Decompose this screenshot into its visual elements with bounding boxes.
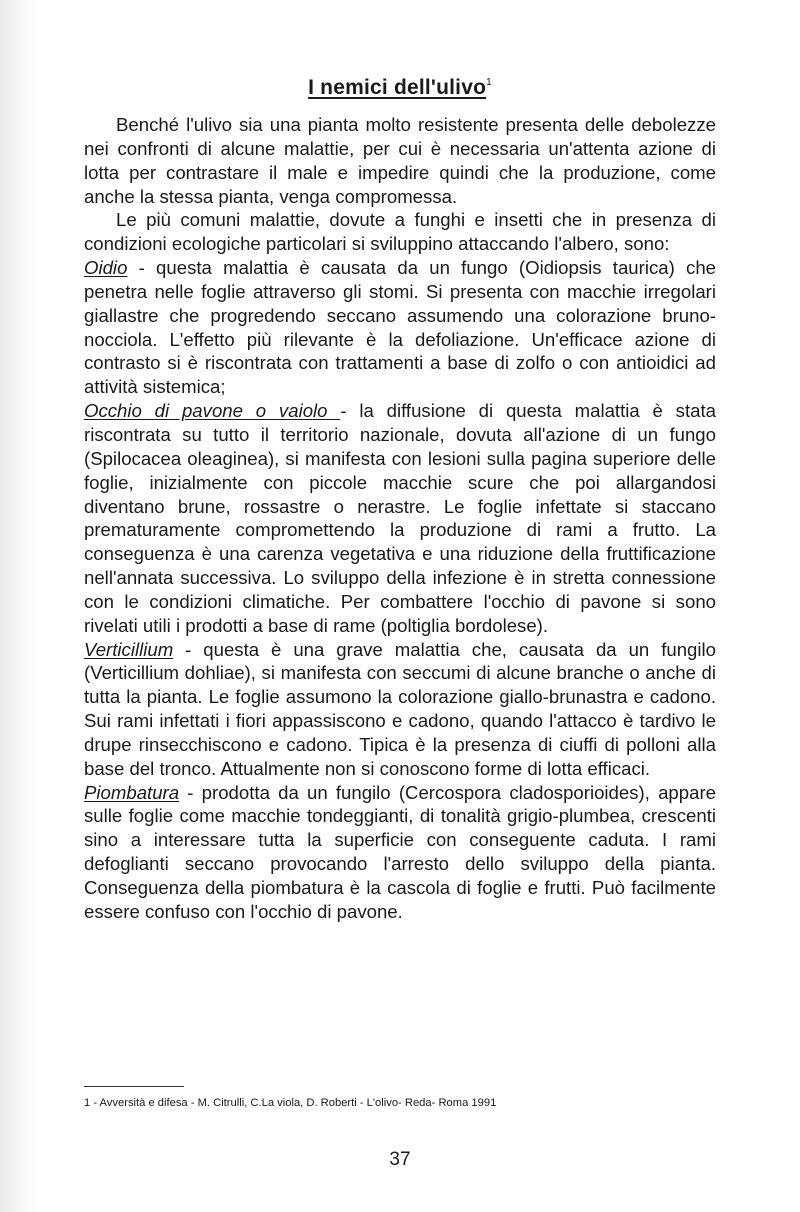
disease-description: - questa malattia è causata da un fungo (Oidiopsis taurica) che penetra nelle foglie attraverso gli stomi. Si presenta con macchie irregolari giallastre che progredendo seccano assumendo una colorazione bruno-nocciola. L'effetto più rilevante è la defoliazione. Un'efficace azione di contrasto si è riscontrata con trattamenti a base di zolfo o con antioidici ad attività sistemica; [84, 257, 716, 398]
footnote-divider [84, 1086, 184, 1087]
disease-description: - la diffusione di questa malattia è stata riscontrata su tutto il territorio nazionale, dovuta all'azione di un fungo (Spilocacea oleaginea), si manifesta con lesioni sulla pagina superiore delle foglie, inizialmente con piccole macchie scure che poi allargandosi diventano brune, rossastre o nerastre. Le foglie infettate si staccano prematuramente compromettendo la produzione di rami a frutto. La conseguenza è una carenza vegetativa e una riduzione della fruttificazione nell'annata successiva. Lo sviluppo della infezione è in stretta connessione con le condizioni climatiche. Per combattere l'occhio di pavone si sono rivelati utili i prodotti a base di rame (poltiglia bordolese). [84, 400, 716, 636]
page-number: 37 [389, 1149, 411, 1170]
diseases-intro-paragraph [84, 208, 716, 256]
paragraph-text: Benché l'ulivo sia una pianta molto resistente presenta delle debolezze nei confronti di alcune malattie, per cui è necessaria un'attenta azione di lotta per contrastare il male e impedire quindi che la produzione, come anche la stessa pianta, venga compromessa. [84, 114, 716, 207]
page-title [0, 76, 800, 100]
paragraph-text: Le più comuni malattie, dovute a funghi e insetti che in presenza di condizioni ecologiche particolari si sviluppino attaccando l'albero, sono: [84, 209, 716, 255]
footnote: 1 - Avversità e difesa - M. Citrulli, C.La viola, D. Roberti - L'olivo- Reda- Roma 1991 [84, 1097, 497, 1109]
disease-description: - questa è una grave malattia che, causata da un fungilo (Verticillium dohliae), si manifesta con seccumi di alcune branche o anche di tutta la pianta. Le foglie assumono la colorazione giallo-brunastra e cadono. Sui rami infettati i fiori appassiscono e cadono, quando l'attacco è tardivo le drupe rinsecchiscono e cadono. Tipica è la presenza di ciuffi di polloni alla base del tronco. Attualmente non si conoscono forme di lotta efficaci. [84, 638, 716, 779]
disease-entry-oidio [84, 256, 716, 399]
disease-entry-verticillium [84, 638, 716, 781]
disease-term: Verticillium [84, 638, 174, 660]
disease-description: - prodotta da un fungilo (Cercospora cladosporioides), appare sulle foglie come macchie tondeggianti, di tonalità grigio-plumbea, crescenti sino a interessare tutta la superficie con conseguente caduta. I rami defoglianti seccano provocando l'arresto dello sviluppo della pianta. Conseguenza della piombatura è la cascola di foglie e frutti. Può facilmente essere confuso con l'occhio di pavone. [84, 781, 716, 922]
intro-paragraph [84, 113, 716, 208]
disease-term: Oidio [84, 257, 128, 279]
disease-entry-piombatura [84, 781, 716, 924]
disease-term: Piombatura [84, 781, 180, 803]
disease-term: Occhio di pavone o vaiolo [84, 400, 341, 422]
disease-entry-occhio-di-pavone [84, 399, 716, 637]
body-text [84, 113, 716, 924]
footnote-reference: 1 [486, 77, 492, 88]
title-text: I nemici dell'ulivo [308, 76, 487, 99]
